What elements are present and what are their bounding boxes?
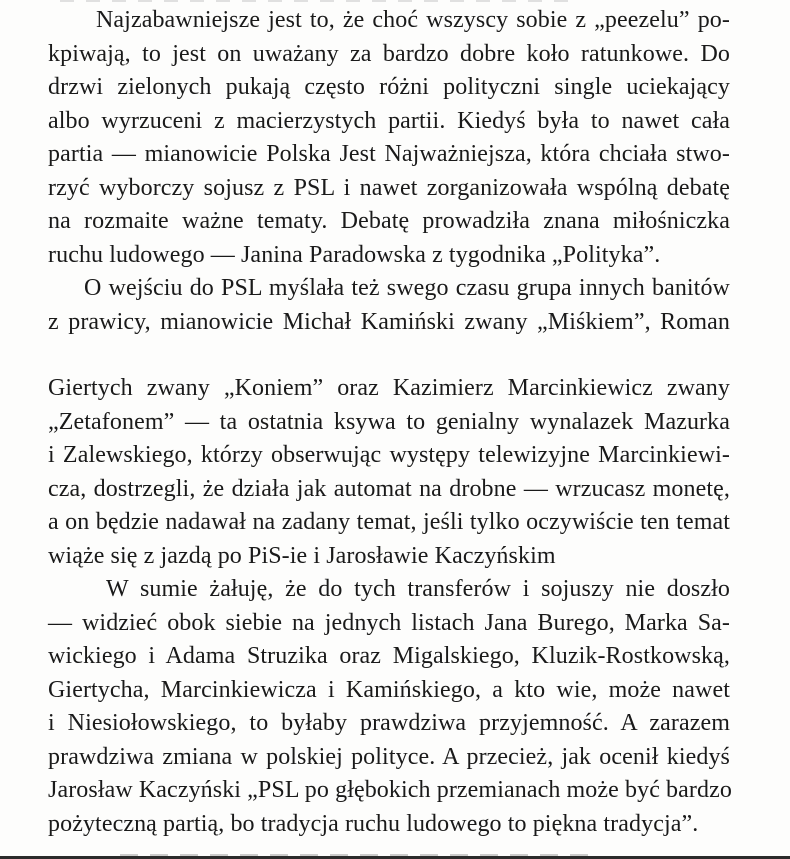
text-line: wickiego i Adama Struzika oraz Migalskiego, Kluzik-Rostkowską, <box>48 643 730 669</box>
text-block-bottom <box>48 372 730 841</box>
text-line: Jarosław Kaczyński „PSL po głębokich przemianach może być bardzo <box>48 777 732 803</box>
text-line: na rozmaite ważne tematy. Debatę prowadziła znana miłośniczka <box>48 208 730 234</box>
text-line: prawdziwa zmiana w polskiej polityce. A przecież, jak ocenił kiedyś <box>48 743 730 770</box>
text-block-top <box>48 4 730 339</box>
text-line: Giertych zwany „Koniem” oraz Kazimierz Marcinkiewicz zwany <box>48 375 730 401</box>
text-line: ruchu ludowego — Janina Paradowska z tygodnika „Polityka”. <box>48 241 661 268</box>
top-edge-bleed <box>60 0 580 2</box>
text-line: Najzabawniejsze jest to, że choć wszyscy sobie z „peezelu” po- <box>96 7 730 33</box>
text-line: — widzieć obok siebie na jednych listach Jana Burego, Marka Sa- <box>48 609 730 636</box>
text-line: cza, dostrzegli, że działa jak automat na drobne — wrzucasz monetę, <box>48 475 730 502</box>
text-line: drzwi zielonych pukają często różni polityczni single uciekający <box>48 74 730 100</box>
text-line: i Niesiołowskiego, to byłaby prawdziwa przyjemność. A zarazem <box>48 710 730 736</box>
text-line: Giertycha, Marcinkiewicza i Kamińskiego, a kto wie, może nawet <box>48 676 730 703</box>
text-line: „Zetafonem” — ta ostatnia ksywa to genialny wynalazek Mazurka <box>48 408 730 435</box>
text-line: W sumie żałuję, że do tych transferów i sojuszy nie doszło <box>106 576 730 602</box>
text-line: albo wyrzuceni z macierzystych partii. Kiedyś była to nawet cała <box>48 107 730 134</box>
text-line: i Zalewskiego, którzy obserwując występy telewizyjne Marcinkiewi- <box>48 442 730 468</box>
text-line: rzyć wyborczy sojusz z PSL i nawet zorganizowała wspólną debatę <box>48 174 730 201</box>
text-line: wiąże się z jazdą po PiS-ie i Jarosławie Kaczyńskim <box>48 542 556 569</box>
text-line: a on będzie nadawał na zadany temat, jeśli tylko oczywiście ten temat <box>48 509 730 535</box>
text-line: partia — mianowicie Polska Jest Najważniejsza, która chciała stwo- <box>48 141 730 167</box>
text-line: O wejściu do PSL myślała też swego czasu grupa innych banitów <box>84 275 730 301</box>
text-line: z prawicy, mianowicie Michał Kamiński zwany „Miśkiem”, Roman <box>48 308 730 335</box>
text-line: kpiwają, to jest on uważany za bardzo dobre koło ratunkowe. Do <box>48 40 730 67</box>
text-line: pożyteczną partią, bo tradycja ruchu ludowego to piękna tradycja”. <box>48 810 699 837</box>
